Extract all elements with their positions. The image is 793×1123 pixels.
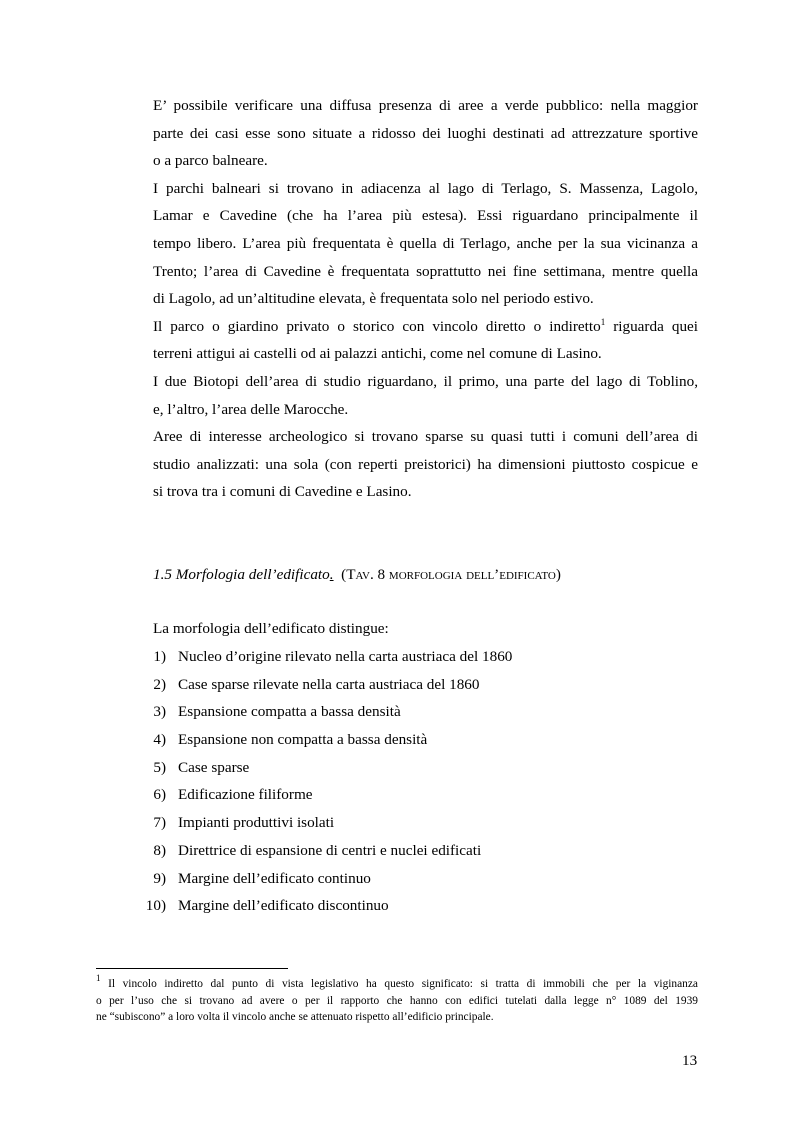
text-line: I parchi balneari si trovano in adiacenza al lago di Terlago, S. Massenza, Lagolo,: [153, 179, 698, 197]
list-item-number: 1): [153, 648, 166, 665]
footnote-number: 1: [96, 973, 101, 983]
footnote-line: ne “subiscono” a loro volta il vincolo anche se attenuato rispetto all’edificio principale.: [96, 1011, 494, 1023]
list-item: [140, 757, 512, 785]
list-item-text: Edificazione filiforme: [178, 786, 313, 804]
footnote-reference[interactable]: 1: [600, 316, 606, 327]
text-line: e, l’altro, l’area delle Marocche.: [153, 400, 349, 418]
text-line: Trento; l’area di Cavedine è frequentata soprattutto nei fine settimana, mentre quella: [153, 262, 698, 280]
text-segment: Il parco o giardino privato o storico con vincolo diretto o indiretto: [153, 317, 601, 335]
footnote: [96, 973, 698, 1026]
list-item-text: Impianti produttivi isolati: [178, 814, 335, 832]
footnote-line: o per l’uso che si trovano ad avere o per il rapporto che hanno con edifici tutelati dalla legge n° 1089 del 1939: [96, 994, 698, 1007]
text-line: E’ possibile verificare una diffusa presenza di aree a verde pubblico: nella maggior: [153, 97, 698, 114]
list-item-text: Espansione non compatta a bassa densità: [178, 731, 428, 749]
list-item: [140, 840, 512, 868]
list-intro: La morfologia dell’edificato distingue:: [153, 620, 389, 637]
list-item-number: 8): [153, 841, 166, 859]
list-item-text: Nucleo d’origine rilevato nella carta austriaca del 1860: [178, 648, 513, 665]
list-item: [140, 895, 512, 923]
page-number: 13: [682, 1052, 698, 1069]
list-item: [140, 701, 512, 729]
text-line: parte dei casi esse sono situate a ridosso dei luoghi destinati ad attrezzature sportive: [153, 124, 698, 142]
text-line: terreni attigui ai castelli od ai palazzi antichi, come nel comune di Lasino.: [153, 345, 602, 363]
list-item-text: Espansione compatta a bassa densità: [178, 703, 401, 721]
list-item: [140, 729, 512, 757]
list-item-text: Case sparse rilevate nella carta austriaca del 1860: [178, 675, 480, 693]
section-title: 1.5 Morfologia dell’edificato: [153, 566, 330, 583]
text-line: [153, 313, 698, 341]
list-item-text: Margine dell’edificato continuo: [178, 869, 371, 887]
footnote-line: [96, 973, 698, 993]
text-line: Lamar e Cavedine (che ha l’area più estesa). Essi riguardano principalmente il: [153, 207, 698, 225]
list-item-text: Case sparse: [178, 758, 250, 776]
footnote-text: Il vincolo indiretto dal punto di vista legislativo ha questo significato: si tratta di immobili che per la viginanza: [100, 978, 698, 990]
text-line: Aree di interesse archeologico si trovano sparse su quasi tutti i comuni dell’area di: [153, 428, 698, 446]
list-item: [140, 812, 512, 840]
section-title-dot: .: [329, 566, 334, 583]
text-segment: riguarda quei: [605, 317, 698, 335]
list-item: [140, 674, 512, 702]
section-table-reference: (Tav. 8 morfologia dell’edificato): [341, 566, 561, 583]
text-line: tempo libero. L’area più frequentata è quella di Terlago, anche per la sua vicinanza a: [153, 234, 698, 252]
text-line: di Lagolo, ad un’altitudine elevata, è frequentata solo nel periodo estivo.: [153, 290, 594, 308]
text-line: studio analizzati: una sola (con reperti preistorici) ha dimensioni piuttosto cospicue e: [153, 455, 698, 473]
list-item-number: 9): [153, 869, 166, 887]
morphology-list: [140, 646, 512, 923]
list-item-number: 3): [153, 703, 166, 721]
paragraph-green-areas: [153, 92, 698, 506]
list-item-number: 5): [153, 758, 166, 776]
list-item: [140, 868, 512, 896]
list-item-number: 7): [153, 814, 166, 832]
list-item-text: Direttrice di espansione di centri e nuclei edificati: [178, 841, 482, 859]
list-item-number: 4): [153, 731, 166, 749]
list-item-number: 6): [153, 786, 166, 804]
list-item-number: 10): [145, 897, 166, 915]
footnote-separator: [96, 968, 288, 969]
list-item: [140, 784, 512, 812]
section-heading: [153, 564, 561, 586]
text-line: si trova tra i comuni di Cavedine e Lasino.: [153, 483, 412, 501]
text-line: I due Biotopi dell’area di studio riguardano, il primo, una parte del lago di Toblino,: [153, 372, 698, 390]
list-item-number: 2): [153, 675, 166, 693]
list-item-text: Margine dell’edificato discontinuo: [178, 897, 389, 915]
text-line: o a parco balneare.: [153, 152, 268, 170]
list-item: [140, 646, 512, 674]
